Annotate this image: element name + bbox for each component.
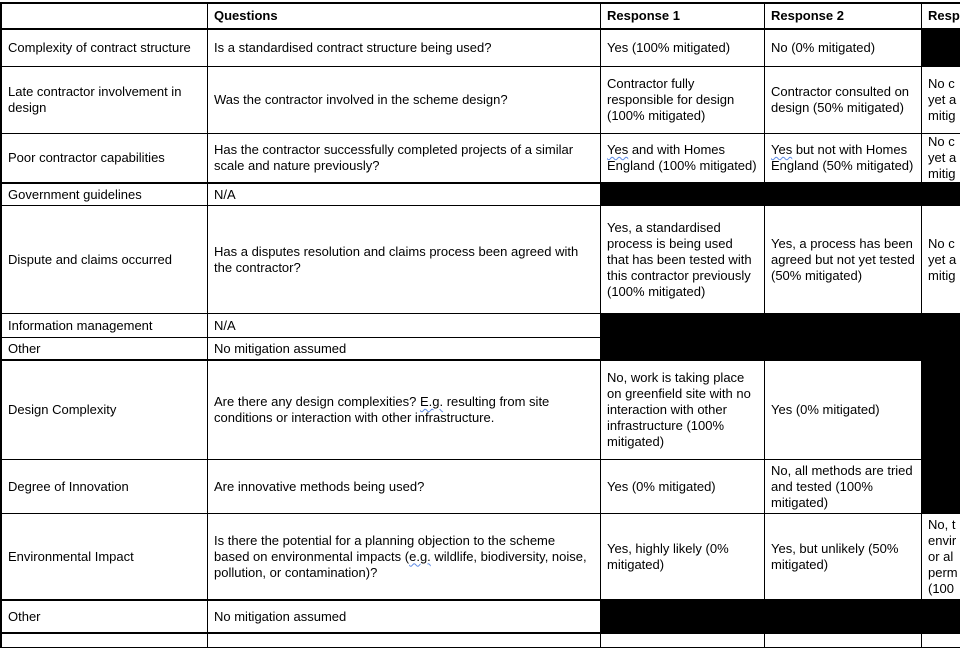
column-header-response-2 xyxy=(765,4,922,28)
clipped-text-line: envir xyxy=(928,532,957,548)
redacted-cell xyxy=(922,184,960,205)
redacted-cell xyxy=(765,601,922,632)
cell-text xyxy=(928,236,956,284)
response-cell xyxy=(601,460,765,513)
table-row xyxy=(2,338,960,361)
redacted-cell xyxy=(922,601,960,632)
row-label xyxy=(2,601,208,632)
table-row xyxy=(2,184,960,206)
response-cell xyxy=(601,514,765,599)
cell-text: Has a disputes resolution and claims process been agreed with the contractor? xyxy=(214,243,579,275)
cell-text: No mitigation assumed xyxy=(214,608,347,624)
cell-text: Yes, a standardised process is being used that has been tested with this contractor previously (100% mitigated) xyxy=(607,219,752,299)
row-label xyxy=(2,460,208,513)
cell-text: Yes, a process has been agreed but not yet tested (50% mitigated) xyxy=(771,235,915,283)
response-cell xyxy=(601,67,765,133)
cell-text: No (0% mitigated) xyxy=(771,40,876,55)
row-label-text: Other xyxy=(8,608,41,624)
grammar-flagged-word: Yes xyxy=(607,142,629,157)
cell-text: Yes but not with Homes England (50% mitigated) xyxy=(771,142,914,173)
clipped-text-line: yet a xyxy=(928,92,957,107)
response-cell xyxy=(765,134,922,182)
clipped-response-cell xyxy=(922,206,960,313)
row-label xyxy=(2,361,208,459)
redacted-cell xyxy=(922,460,960,513)
row-label-text: Dispute and claims occurred xyxy=(8,251,173,267)
cell-text: Yes, but unlikely (50% mitigated) xyxy=(771,540,899,572)
cell-text: Contractor fully responsible for design (100% mitigated) xyxy=(607,76,735,123)
table-row xyxy=(2,634,960,648)
question-cell xyxy=(208,634,601,647)
table-row xyxy=(2,314,960,338)
response-cell xyxy=(922,634,960,647)
cell-text: Are innovative methods being used? xyxy=(214,478,425,494)
question-cell xyxy=(208,30,601,66)
cell-text: Yes and with Homes England (100% mitigated) xyxy=(607,142,757,173)
row-label-text: Environmental Impact xyxy=(8,548,134,564)
clipped-text-line: No c xyxy=(928,134,955,149)
cell-text: N/A xyxy=(214,186,236,202)
clipped-text-line: No c xyxy=(928,76,955,91)
table-row xyxy=(2,206,960,314)
risk-questions-table xyxy=(0,2,960,648)
clipped-text-line: or al xyxy=(928,548,954,564)
question-cell xyxy=(208,514,601,599)
cell-text: Yes, highly likely (0% mitigated) xyxy=(607,540,729,572)
question-cell xyxy=(208,314,601,337)
question-cell xyxy=(208,206,601,313)
redacted-cell xyxy=(765,184,922,205)
row-label xyxy=(2,338,208,359)
row-label-text: Late contractor involvement in design xyxy=(8,84,182,115)
redacted-cell xyxy=(601,314,765,337)
redacted-cell xyxy=(922,30,960,66)
clipped-text-line: No, t xyxy=(928,516,956,532)
cell-text: N/A xyxy=(214,317,236,333)
clipped-text-line: perm xyxy=(928,564,958,580)
clipped-text-line: mitig xyxy=(928,108,956,123)
table-row xyxy=(2,460,960,514)
column-header-label: Questions xyxy=(214,8,278,23)
clipped-text-line: yet a xyxy=(928,251,957,267)
table-row xyxy=(2,361,960,460)
cell-text: No mitigation assumed xyxy=(214,340,347,356)
redacted-cell xyxy=(922,338,960,359)
table-row xyxy=(2,67,960,134)
row-label xyxy=(2,206,208,313)
clipped-text-line: No c xyxy=(928,235,955,251)
row-label-text: Poor contractor capabilities xyxy=(8,150,165,165)
cell-text: No, all methods are tried and tested (100% mitigated) xyxy=(771,462,913,510)
column-header-label: Resp xyxy=(928,8,960,23)
question-cell xyxy=(208,134,601,182)
row-label-text: Information management xyxy=(8,317,153,333)
cell-text xyxy=(928,76,956,124)
cell-text: Was the contractor involved in the scheme design? xyxy=(214,92,508,107)
column-header-label: Response 2 xyxy=(771,8,844,23)
column-header-resp xyxy=(922,4,960,28)
clipped-text-line: (100 xyxy=(928,580,955,596)
clipped-response-cell xyxy=(922,514,960,599)
column-header-questions xyxy=(208,4,601,28)
response-cell xyxy=(765,634,922,647)
clipped-response-cell xyxy=(922,134,960,182)
response-cell xyxy=(765,67,922,133)
cell-text: Yes (0% mitigated) xyxy=(607,478,716,494)
row-label xyxy=(2,30,208,66)
redacted-cell xyxy=(922,361,960,459)
cell-text: No, work is taking place on greenfield site with no interaction with other infrastructure (100% mitigated) xyxy=(607,370,751,449)
column-header-empty xyxy=(2,4,208,28)
response-cell xyxy=(765,460,922,513)
cell-text: Is a standardised contract structure being used? xyxy=(214,40,492,55)
row-label-text: Government guidelines xyxy=(8,186,142,202)
question-cell xyxy=(208,184,601,205)
row-label xyxy=(2,134,208,182)
row-label xyxy=(2,184,208,205)
cell-text: Yes (100% mitigated) xyxy=(607,40,731,55)
redacted-cell xyxy=(765,314,922,337)
question-cell xyxy=(208,338,601,359)
response-cell xyxy=(601,30,765,66)
question-cell xyxy=(208,601,601,632)
clipped-text-line: mitig xyxy=(928,267,956,283)
cell-text xyxy=(928,134,956,182)
clipped-response-cell xyxy=(922,67,960,133)
row-label xyxy=(2,514,208,599)
redacted-cell xyxy=(765,338,922,359)
row-label-text: Design Complexity xyxy=(8,402,117,417)
table-row xyxy=(2,514,960,601)
cell-text: Is there the potential for a planning objection to the scheme based on environmental impacts (e.g. wildlife, biodiversity, noise, pollution, or contamination)? xyxy=(214,532,587,580)
redacted-cell xyxy=(601,184,765,205)
row-label xyxy=(2,67,208,133)
response-cell xyxy=(765,514,922,599)
question-cell xyxy=(208,67,601,133)
table-row xyxy=(2,601,960,634)
response-cell xyxy=(765,30,922,66)
response-cell xyxy=(601,134,765,182)
cell-text: Yes (0% mitigated) xyxy=(771,402,880,417)
grammar-flagged-word: Yes xyxy=(771,142,793,157)
question-cell xyxy=(208,361,601,459)
redacted-cell xyxy=(922,314,960,337)
row-label-text: Other xyxy=(8,340,41,356)
table-header-row xyxy=(2,4,960,30)
column-header-response-1 xyxy=(601,4,765,28)
grammar-flagged-word: E.g. xyxy=(419,394,444,409)
row-label-text: Degree of Innovation xyxy=(8,478,129,494)
question-cell xyxy=(208,460,601,513)
clipped-text-line: yet a xyxy=(928,150,957,165)
column-header-label: Response 1 xyxy=(607,8,680,23)
cell-text: Are there any design complexities? E.g. resulting from site conditions or interaction with other infrastructure. xyxy=(214,394,550,425)
response-cell xyxy=(765,206,922,313)
table-row xyxy=(2,134,960,184)
grammar-flagged-word: e.g. xyxy=(409,548,431,564)
cell-text xyxy=(928,517,958,597)
redacted-cell xyxy=(601,338,765,359)
response-cell xyxy=(601,361,765,459)
clipped-text-line: mitig xyxy=(928,166,956,181)
response-cell xyxy=(765,361,922,459)
redacted-cell xyxy=(601,601,765,632)
row-label-text: Complexity of contract structure xyxy=(8,40,191,55)
row-label xyxy=(2,314,208,337)
response-cell xyxy=(601,634,765,647)
cell-text: Has the contractor successfully completed projects of a similar scale and nature previously? xyxy=(214,142,574,173)
cell-text: Contractor consulted on design (50% mitigated) xyxy=(771,84,910,115)
row-label xyxy=(2,634,208,647)
table-row xyxy=(2,30,960,67)
response-cell xyxy=(601,206,765,313)
